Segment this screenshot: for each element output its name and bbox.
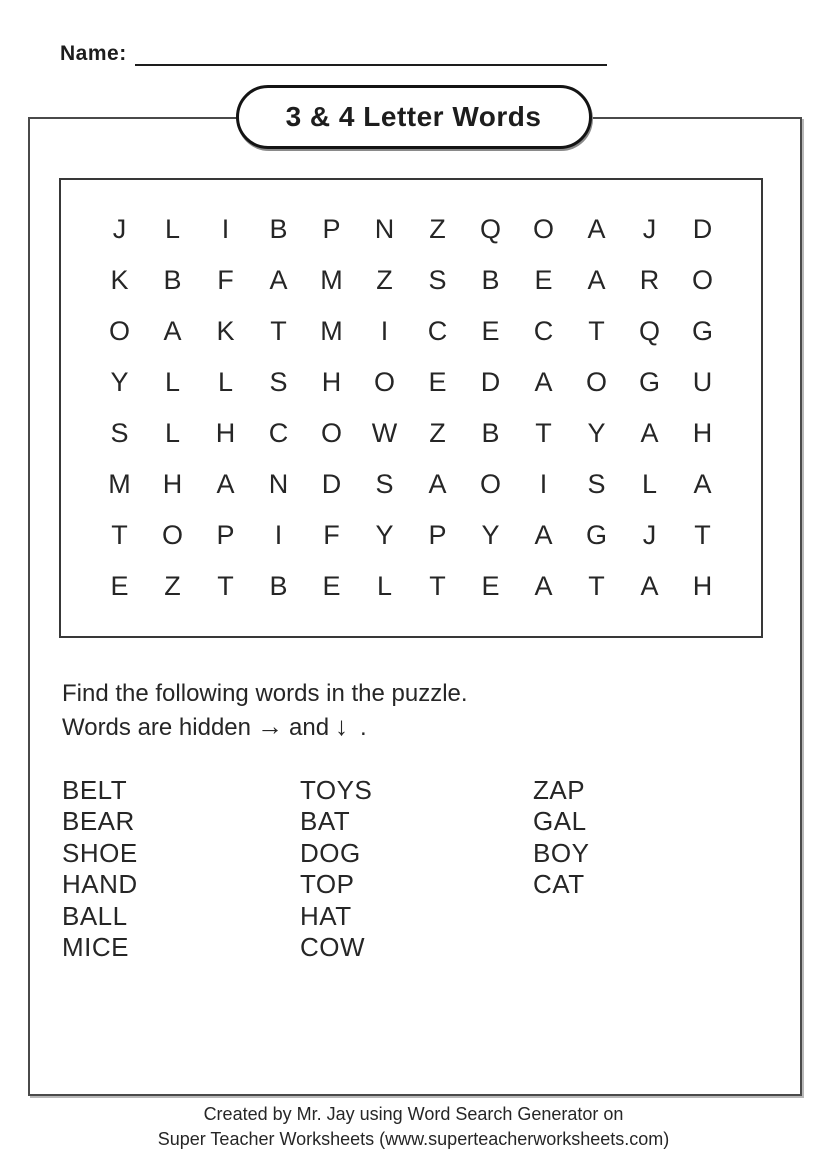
word-column bbox=[62, 775, 300, 963]
grid-letter: O bbox=[585, 367, 607, 397]
grid-letter: R bbox=[639, 265, 660, 295]
grid-letter: A bbox=[640, 571, 659, 601]
grid-letter: A bbox=[587, 214, 606, 244]
grid-letter: G bbox=[585, 520, 607, 550]
grid-letter: Y bbox=[110, 367, 129, 397]
page-title: 3 & 4 Letter Words bbox=[285, 101, 542, 132]
grid-letter: B bbox=[481, 265, 500, 295]
grid-letter: U bbox=[692, 367, 713, 397]
grid-letter: P bbox=[428, 520, 447, 550]
name-row bbox=[60, 40, 607, 66]
grid-letter: D bbox=[692, 214, 713, 244]
grid-letter: N bbox=[374, 214, 395, 244]
word-list-item: TOYS bbox=[300, 775, 373, 805]
grid-letter: K bbox=[110, 265, 129, 295]
grid-letter: O bbox=[691, 265, 713, 295]
instructions-period: . bbox=[360, 714, 367, 741]
grid-letter: Z bbox=[429, 418, 446, 448]
word-list-item: CAT bbox=[533, 869, 585, 900]
grid-letter: T bbox=[429, 571, 446, 601]
instructions-line2-prefix: Words are hidden bbox=[62, 714, 251, 741]
grid-letter: O bbox=[161, 520, 183, 550]
grid-letter: C bbox=[268, 418, 289, 448]
word-list-item: HAND bbox=[62, 869, 138, 900]
word-list-item: ZAP bbox=[533, 775, 586, 805]
grid-letter: T bbox=[588, 316, 605, 346]
grid-letter: C bbox=[533, 316, 554, 346]
grid-letter: A bbox=[534, 367, 553, 397]
grid-letter: E bbox=[481, 571, 500, 601]
grid-letter: I bbox=[274, 520, 283, 550]
title-pill bbox=[236, 85, 592, 149]
grid-letter: E bbox=[534, 265, 553, 295]
grid-letter: A bbox=[534, 571, 553, 601]
grid-letter: L bbox=[641, 469, 658, 499]
word-list-item: COW bbox=[300, 932, 366, 963]
letter-grid bbox=[59, 178, 763, 638]
instructions-line1: Find the following words in the puzzle. bbox=[62, 680, 468, 707]
grid-letter: Q bbox=[638, 316, 660, 346]
grid-letter: F bbox=[217, 265, 234, 295]
grid-letter: O bbox=[108, 316, 130, 346]
grid-letter: E bbox=[481, 316, 500, 346]
grid-letter: O bbox=[479, 469, 501, 499]
grid-letter: Q bbox=[479, 214, 501, 244]
right-arrow-icon: → bbox=[257, 711, 283, 741]
grid-letter: O bbox=[320, 418, 342, 448]
name-label: Name: bbox=[60, 42, 127, 65]
grid-letter: J bbox=[642, 214, 657, 244]
grid-letter: S bbox=[375, 469, 394, 499]
grid-letter: Z bbox=[164, 571, 181, 601]
grid-letter: L bbox=[164, 367, 181, 397]
word-list-item: HAT bbox=[300, 900, 352, 931]
grid-letter: C bbox=[427, 316, 448, 346]
grid-letter: G bbox=[691, 316, 713, 346]
grid-letter: E bbox=[428, 367, 447, 397]
footer-line2: Super Teacher Worksheets (www.superteacherworksheets.com) bbox=[157, 1129, 670, 1149]
grid-letter: L bbox=[164, 214, 181, 244]
grid-letter: T bbox=[111, 520, 128, 550]
grid-letter: A bbox=[534, 520, 553, 550]
down-arrow-icon: ↓ bbox=[335, 711, 349, 741]
grid-letter: H bbox=[692, 418, 713, 448]
word-list-item: TOP bbox=[300, 869, 355, 900]
grid-letter: P bbox=[216, 520, 235, 550]
instructions bbox=[62, 678, 468, 744]
grid-letter: J bbox=[112, 214, 127, 244]
grid-letter: E bbox=[110, 571, 129, 601]
grid-letter: H bbox=[162, 469, 183, 499]
grid-letter: E bbox=[322, 571, 341, 601]
word-list-item: MICE bbox=[62, 932, 129, 963]
word-list-item: BAT bbox=[300, 806, 351, 837]
grid-letter: J bbox=[642, 520, 657, 550]
grid-letter: T bbox=[217, 571, 234, 601]
grid-letter: A bbox=[587, 265, 606, 295]
grid-letter: A bbox=[428, 469, 447, 499]
grid-letter: T bbox=[588, 571, 605, 601]
grid-letter: H bbox=[215, 418, 236, 448]
grid-letter: A bbox=[269, 265, 288, 295]
grid-letter: S bbox=[269, 367, 288, 397]
grid-letter: M bbox=[320, 265, 343, 295]
footer-credit bbox=[0, 1102, 827, 1152]
grid-letter: O bbox=[373, 367, 395, 397]
grid-letter: H bbox=[692, 571, 713, 601]
grid-letter: Y bbox=[481, 520, 500, 550]
instructions-line2 bbox=[62, 710, 468, 744]
grid-letter: L bbox=[217, 367, 234, 397]
grid-letter: S bbox=[587, 469, 606, 499]
grid-letter: A bbox=[693, 469, 712, 499]
grid-letter: N bbox=[268, 469, 289, 499]
footer-line1: Created by Mr. Jay using Word Search Generator on bbox=[203, 1104, 624, 1124]
instructions-conjunction: and bbox=[289, 714, 330, 741]
grid-letter: M bbox=[320, 316, 343, 346]
grid-letter: B bbox=[481, 418, 500, 448]
word-column bbox=[300, 775, 533, 963]
grid-letter: Y bbox=[375, 520, 394, 550]
grid-letter: B bbox=[269, 214, 288, 244]
word-list-item: BOY bbox=[533, 837, 590, 868]
word-list bbox=[62, 775, 713, 963]
grid-letter: Z bbox=[429, 214, 446, 244]
grid-letter: K bbox=[216, 316, 235, 346]
grid-letter: I bbox=[380, 316, 389, 346]
grid-letter: A bbox=[216, 469, 235, 499]
grid-letter: T bbox=[535, 418, 552, 448]
grid-letter: B bbox=[269, 571, 288, 601]
word-column bbox=[533, 775, 713, 963]
grid-letter: I bbox=[221, 214, 230, 244]
grid-letter: B bbox=[163, 265, 182, 295]
grid-letter: O bbox=[532, 214, 554, 244]
grid-letter: L bbox=[376, 571, 393, 601]
word-list-item: GAL bbox=[533, 806, 587, 837]
grid-letter: Y bbox=[587, 418, 606, 448]
grid-letter: T bbox=[694, 520, 711, 550]
word-list-item: BEAR bbox=[62, 806, 135, 837]
grid-letter: A bbox=[163, 316, 182, 346]
word-list-item: BALL bbox=[62, 900, 128, 931]
grid-letter: P bbox=[322, 214, 341, 244]
grid-letter: T bbox=[270, 316, 287, 346]
grid-letter: A bbox=[640, 418, 659, 448]
word-list-item: DOG bbox=[300, 837, 361, 868]
name-blank-line bbox=[135, 40, 607, 66]
grid-letter: D bbox=[321, 469, 342, 499]
word-list-item: SHOE bbox=[62, 837, 138, 868]
grid-letter: H bbox=[321, 367, 342, 397]
grid-letter: L bbox=[164, 418, 181, 448]
word-list-item: BELT bbox=[62, 775, 128, 805]
grid-letter: M bbox=[108, 469, 131, 499]
grid-letter: D bbox=[480, 367, 501, 397]
grid-letter: S bbox=[110, 418, 129, 448]
grid-letter: I bbox=[539, 469, 548, 499]
grid-letter: S bbox=[428, 265, 447, 295]
grid-letter: F bbox=[323, 520, 340, 550]
grid-letter: W bbox=[371, 418, 398, 448]
grid-letter: G bbox=[638, 367, 660, 397]
grid-letter: Z bbox=[376, 265, 393, 295]
